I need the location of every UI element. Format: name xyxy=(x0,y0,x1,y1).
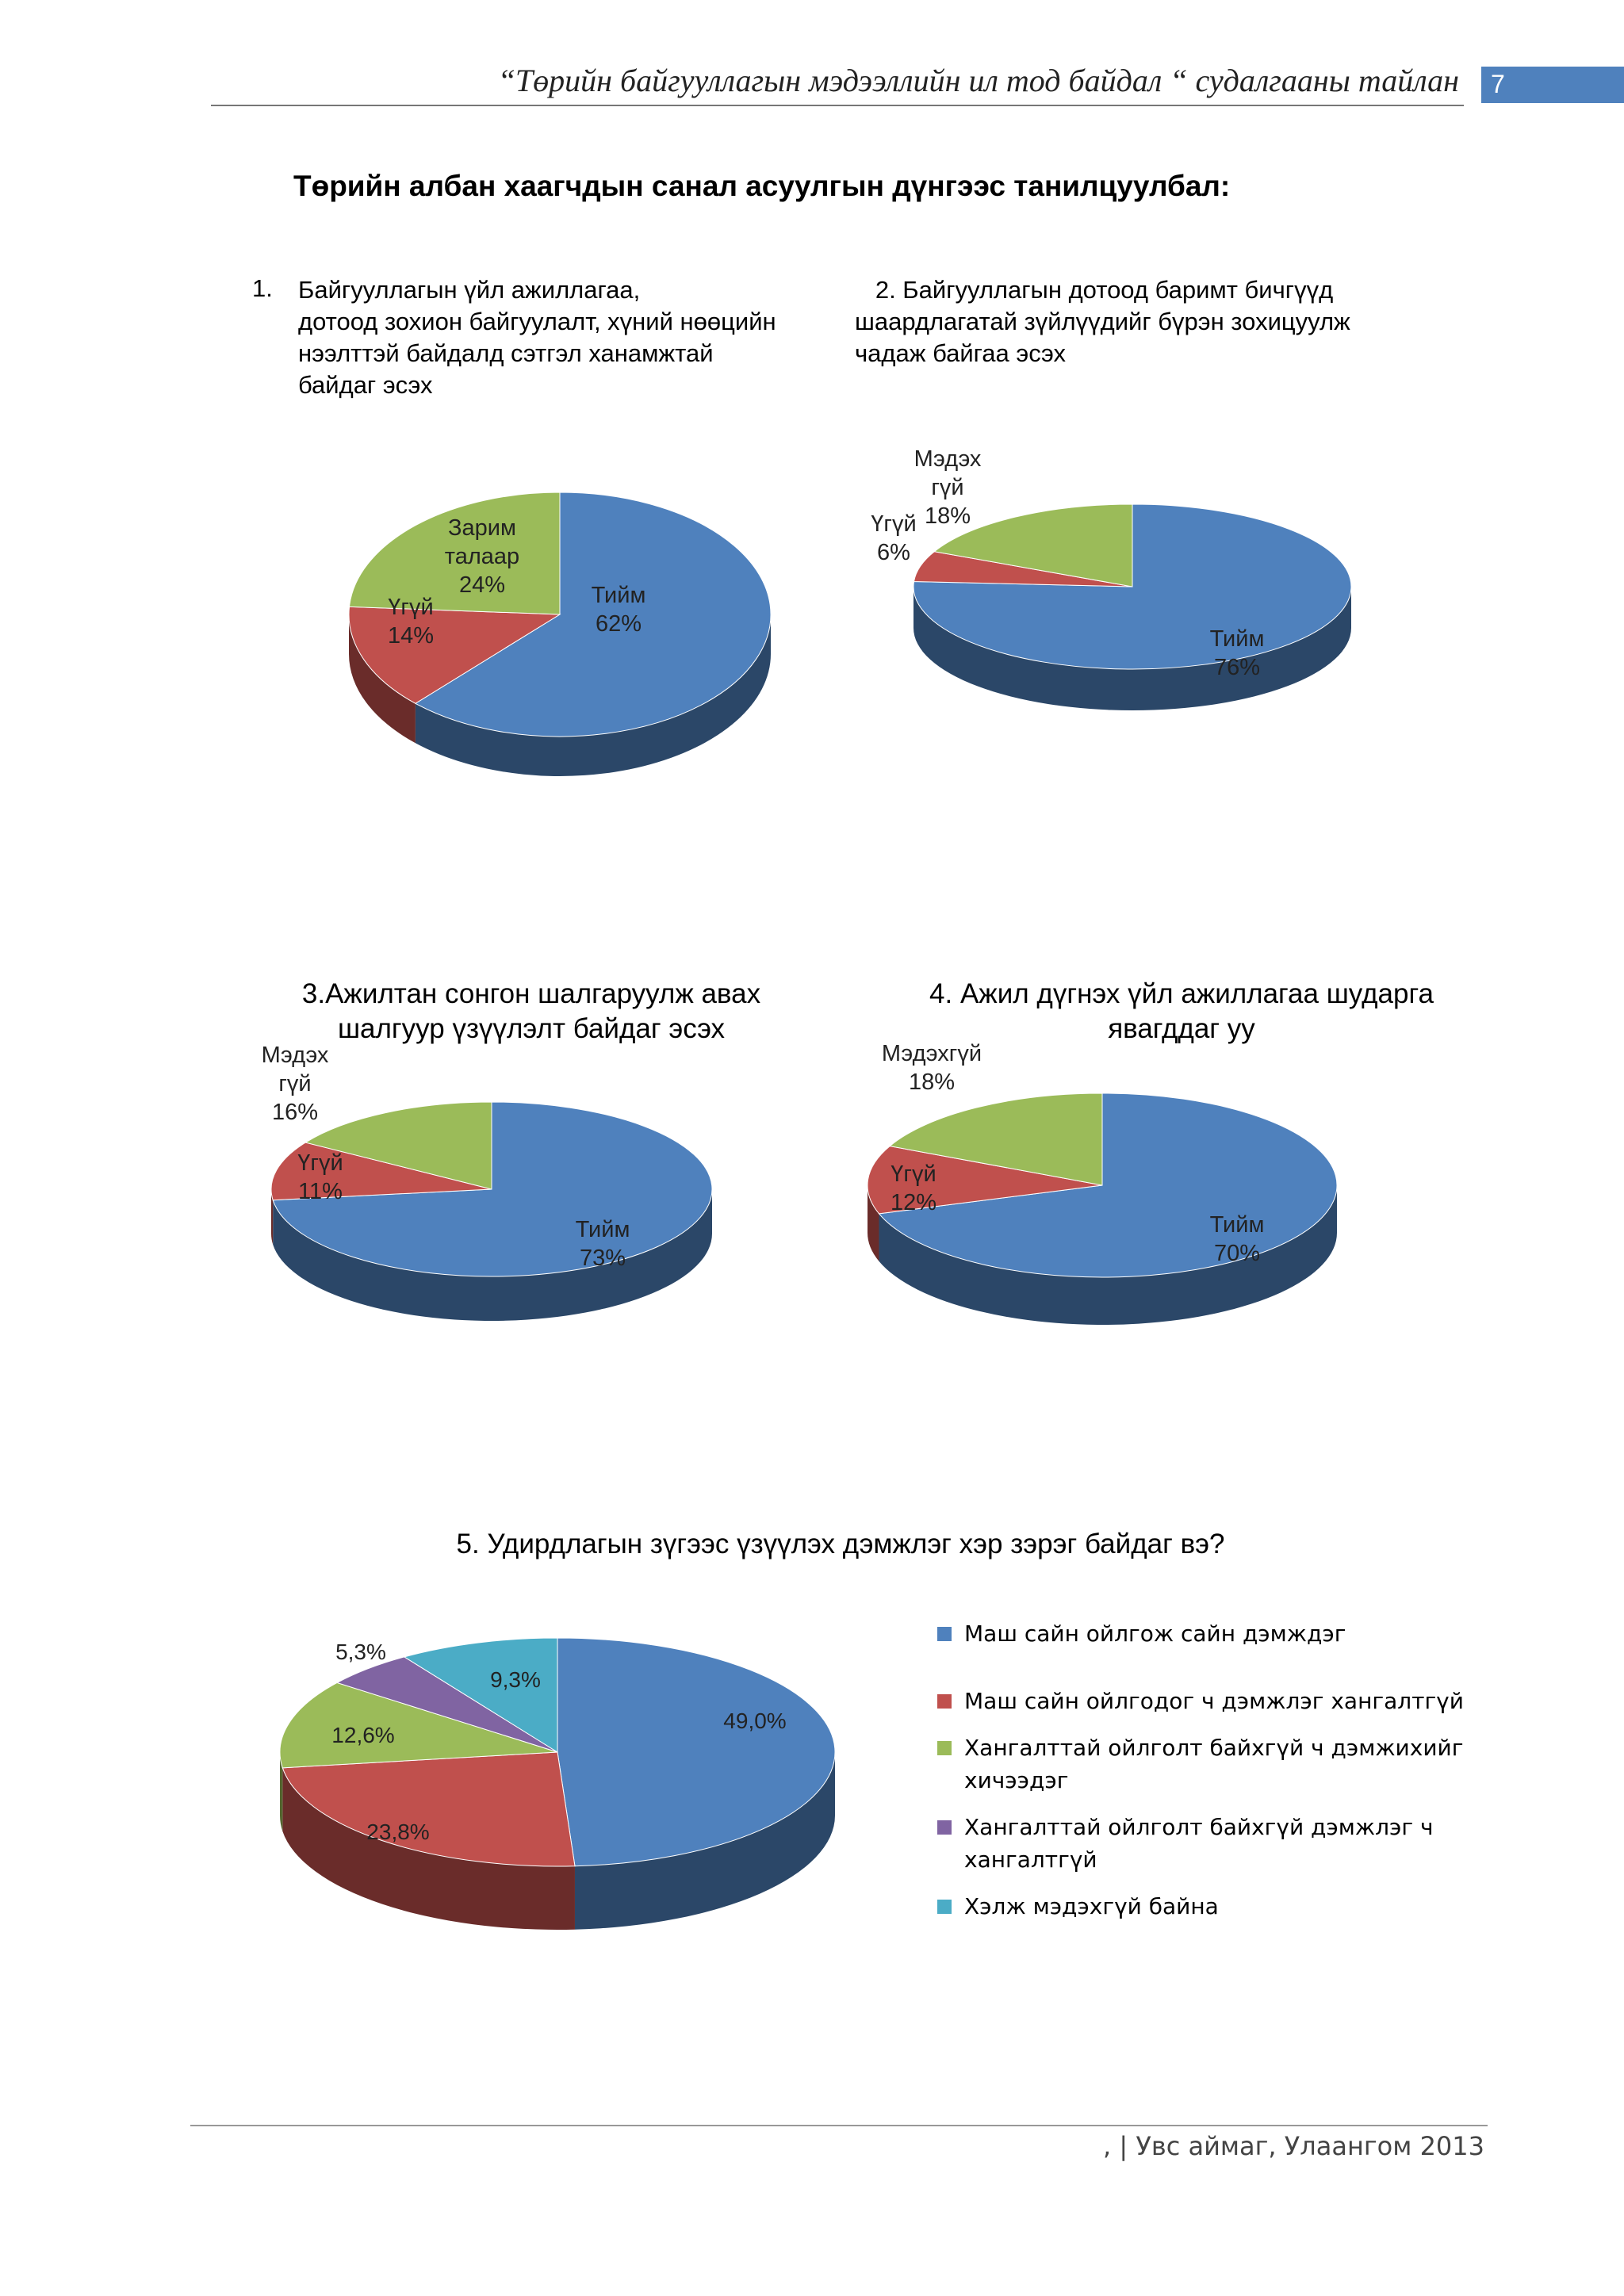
pie4-label-2: Мэдэхгүй 18% xyxy=(881,1041,982,1095)
legend-label-2: Хангалттай ойлголт байхгүй ч дэмжихийг хичээдэг xyxy=(964,1735,1464,1793)
q1-title: Байгууллагын үйл ажиллагаа, дотоод зохион байгуулалт, хүний нөөцийн нээлттэй байдалд сэтгэл ханамжтай байдаг эсэх xyxy=(298,276,776,399)
legend-item-1 xyxy=(937,1685,1508,1717)
pie3-label-2: Мэдэх гүй 16% xyxy=(261,1043,329,1125)
pie4-label-1: Үгүй 12% xyxy=(890,1161,937,1215)
legend-swatch-1 xyxy=(937,1694,952,1709)
legend-label-0: Маш сайн ойлгож сайн дэмждэг xyxy=(964,1621,1346,1647)
q1-number: 1. xyxy=(252,274,273,302)
pie5-label-3: 5,3% xyxy=(335,1640,386,1664)
legend-label-4: Хэлж мэдэхгүй байна xyxy=(964,1893,1219,1919)
legend-label-3: Хангалттай ойлголт байхгүй дэмжлэг ч хангалтгүй xyxy=(964,1814,1434,1873)
legend-swatch-2 xyxy=(937,1741,952,1755)
q2-title: 2. Байгууллагын дотоод баримт бичгүүд шаардлагатай зүйлүүдийг бүрэн зохицуулж чадаж байгаа эсэх xyxy=(855,276,1350,367)
pie5-label-2: 12,6% xyxy=(331,1723,395,1747)
page-number: 7 xyxy=(1491,70,1505,98)
pie-chart-1 xyxy=(349,492,771,776)
legend-item-2 xyxy=(937,1732,1508,1797)
pie1-label-0: Тийм 62% xyxy=(591,583,646,637)
footer-text: , | Увс аймаг, Улаангом 2013 xyxy=(1103,2131,1484,2161)
pie5-label-1: 23,8% xyxy=(366,1820,430,1844)
pie1-label-2: Зарим талаар 24% xyxy=(444,515,520,598)
legend-swatch-0 xyxy=(937,1627,952,1641)
legend-item-4 xyxy=(937,1890,1508,1923)
section-heading: Төрийн албан хаагчдын санал асуулгын дүнгээс танилцуулбал: xyxy=(293,170,1231,202)
pie5-label-4: 9,3% xyxy=(490,1667,541,1692)
pie-chart-2 xyxy=(871,446,1351,710)
pie-chart-5 xyxy=(280,1638,835,1930)
pie-chart-3 xyxy=(262,1043,712,1321)
q4-title: 4. Ажил дүгнэх үйл ажиллагаа шударга явагддаг уу xyxy=(929,978,1434,1044)
q5-title: 5. Удирдлагын зүгээс үзүүлэх дэмжлэг хэр зэрэг байдаг вэ? xyxy=(456,1529,1225,1559)
legend-item-0 xyxy=(937,1617,1508,1650)
pie2-label-0: Тийм 76% xyxy=(1209,626,1265,680)
pie3-label-1: Үгүй 11% xyxy=(297,1150,343,1204)
pie2-label-1: Үгүй 6% xyxy=(871,511,917,565)
report-header-title: “Төрийн байгууллагын мэдээллийн ил тод байдал “ судалгааны тайлан xyxy=(497,63,1459,98)
chart5-legend xyxy=(937,1617,1508,1937)
legend-swatch-3 xyxy=(937,1820,952,1835)
footer-divider xyxy=(190,2125,1488,2126)
q3-title: 3.Ажилтан сонгон шалгаруулж авах шалгуур үзүүлэлт байдаг эсэх xyxy=(301,978,761,1044)
legend-label-1: Маш сайн ойлгодог ч дэмжлэг хангалтгүй xyxy=(964,1688,1464,1714)
pie5-label-0: 49,0% xyxy=(723,1709,787,1733)
pie2-label-2: Мэдэх гүй 18% xyxy=(914,446,982,529)
pie4-label-0: Тийм 70% xyxy=(1209,1212,1265,1266)
legend-item-3 xyxy=(937,1811,1508,1876)
legend-swatch-4 xyxy=(937,1900,952,1914)
pie3-label-0: Тийм 73% xyxy=(575,1217,630,1271)
pie-chart-4 xyxy=(868,1041,1337,1325)
pie1-label-1: Үгүй 14% xyxy=(387,595,435,649)
